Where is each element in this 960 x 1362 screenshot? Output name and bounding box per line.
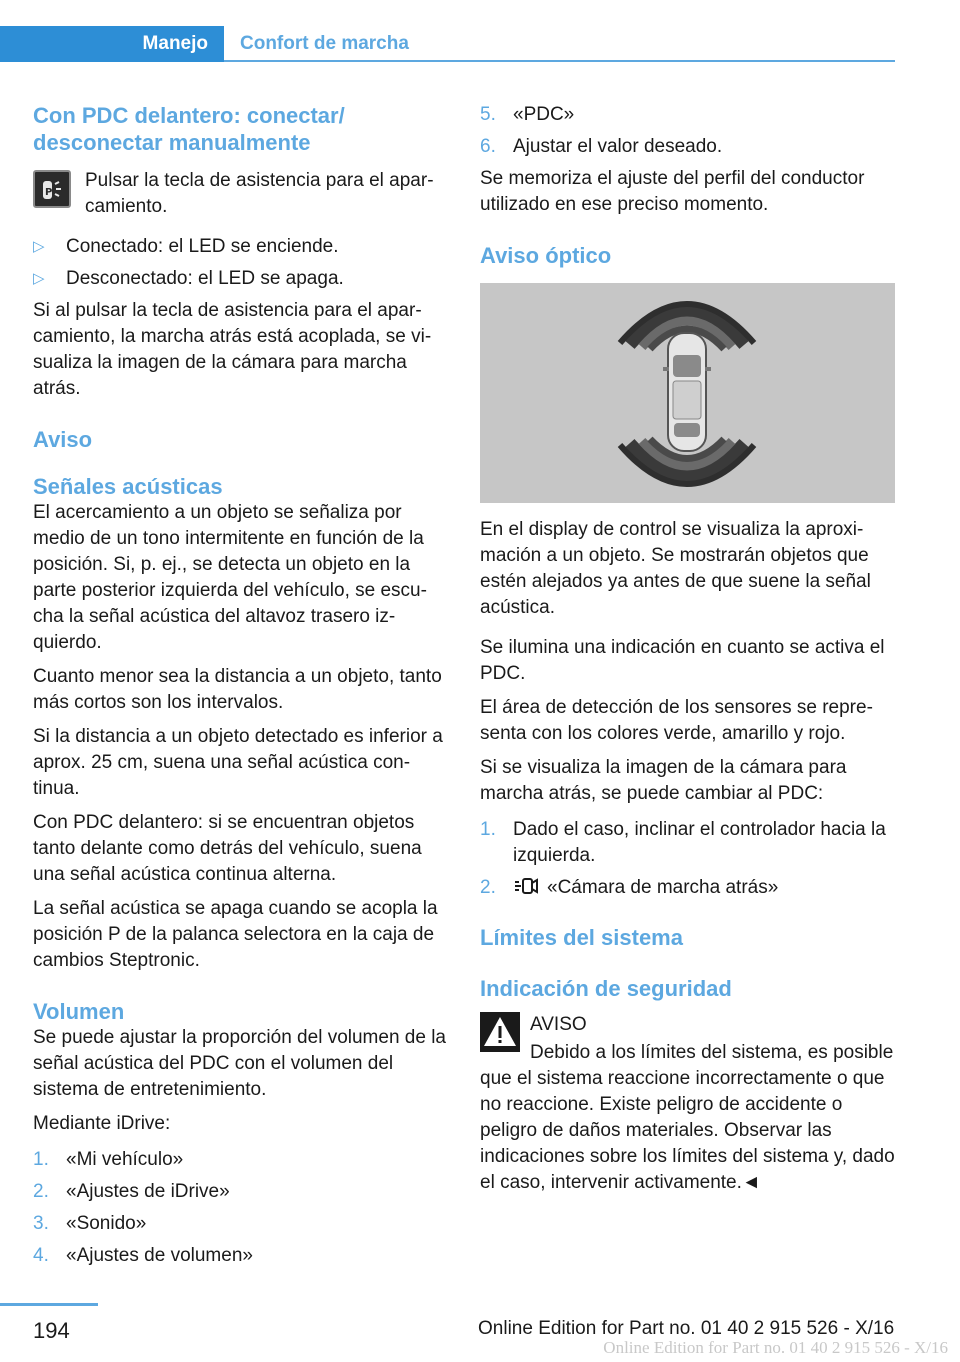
header-divider [224,60,895,62]
list-item: 6. Ajustar el valor deseado. [480,136,723,157]
camera-to-pdc-steps [480,817,895,904]
paragraph-acoustic-1: El acercamiento a un objeto se señaliza por medio de un tono intermitente en función de la posición. Si, p. ej., se detecta un objeto en la parte posterior izquierda del vehículo, se escucha la señal acústica del altavoz trasero izquierdo. [33,502,427,653]
list-item: 1. «Mi vehículo» [33,1149,184,1170]
paragraph-optical-3: El área de detección de los sensores se representa con los colores verde, amarillo y rojo. [480,697,873,744]
paragraph-reverse-camera: Si al pulsar la tecla de asistencia para el aparcamiento, la marcha atrás está acoplada, se visualiza la imagen de la cámara para marcha atrás. [33,300,432,399]
page-number: 194 [33,1318,70,1343]
pdc-key-text: Pulsar la tecla de asistencia para el aparcamiento. [85,170,434,217]
list-item: 2. «Cámara de marcha atrás» [480,875,895,904]
list-item: ▷ Conectado: el LED se enciende. [33,234,448,260]
watermark: Online Edition for Part no. 01 40 2 915 526 - X/16 [603,1338,948,1357]
paragraph-optical-4: Si se visualiza la imagen de la cámara para marcha atrás, se puede cambiar al PDC: [480,757,847,804]
paragraph-acoustic-4: Con PDC delantero: si se encuentran objetos tanto delante como detrás del vehículo, suena una señal acústica continua alterna. [33,812,422,885]
paragraph-profile: Se memoriza el ajuste del perfil del conductor utilizado en ese preciso momento. [480,168,865,215]
heading-safety: Indicación de seguridad [480,976,732,1001]
car-top-view-icon [663,333,711,451]
heading-acoustic: Señales acústicas [33,474,223,499]
triangle-bullet-icon: ▷ [33,238,45,255]
led-status-list [33,234,448,292]
pdc-key-instruction [33,168,448,220]
warning-title: AVISO [530,1014,587,1035]
heading-limits: Límites del sistema [480,925,683,950]
section-tab-confort: Confort de marcha [240,33,409,54]
paragraph-volume-2: Mediante iDrive: [33,1113,171,1134]
list-item: 4. «Ajustes de volumen» [33,1245,253,1266]
svg-text:P: P [45,187,53,198]
warning-triangle-icon [480,1012,520,1052]
warning-text: Debido a los límites del sistema, es posible que el sistema reaccione incorrectamente o que no reaccione. Existe peligro de accidente o peligro de daños materiales. Observar las indicaciones sobre los límites del sistema y, dado el caso, intervenir activamente.◄ [480,1042,895,1193]
idrive-steps [33,1147,448,1269]
paragraph-optical-2: Se ilumina una indicación en cuanto se activa el PDC. [480,637,885,684]
heading-aviso: Aviso [33,427,93,452]
left-column [33,102,448,1275]
idrive-steps-continued [480,102,895,160]
section-tab-manejo: Manejo [0,26,224,62]
list-item: 5. «PDC» [480,104,575,125]
list-item: 1. Dado el caso, inclinar el controlador hacia la izquierda. [480,819,886,866]
edition-note: Online Edition for Part no. 01 40 2 915 526 - X/16 [478,1318,895,1339]
paragraph-optical-1: En el display de control se visualiza la aproximación a un objeto. Se mostrarán objetos que estén alejados ya antes de que suene la señal acústica. [480,519,871,618]
list-item: 3. «Sonido» [33,1213,147,1234]
rear-camera-icon [513,876,539,904]
paragraph-acoustic-5: La señal acústica se apaga cuando se acopla la posición P de la palanca selectora en la caja de cambios Steptronic. [33,898,438,971]
paragraph-acoustic-2: Cuanto menor sea la distancia a un objeto, tanto más cortos son los intervalos. [33,666,442,713]
triangle-bullet-icon: ▷ [33,270,45,287]
footer-divider [0,1303,98,1306]
heading-pdc-manual: Con PDC delantero: conectar/ desconectar manualmente [33,103,345,155]
right-column [480,102,895,1196]
parking-assist-key-icon [33,170,71,208]
list-item: 2. «Ajustes de iDrive» [33,1181,230,1202]
list-item: ▷ Desconectado: el LED se apaga. [33,266,448,292]
heading-volume: Volumen [33,999,125,1024]
paragraph-volume-1: Se puede ajustar la proporción del volumen de la señal acústica del PDC con el volumen del sistema de entretenimiento. [33,1027,446,1100]
paragraph-acoustic-3: Si la distancia a un objeto detectado es inferior a aprox. 25 cm, suena una señal acústica continua. [33,726,443,799]
heading-optical: Aviso óptico [480,243,612,268]
page-header [0,0,960,62]
pdc-display-illustration [480,283,895,503]
